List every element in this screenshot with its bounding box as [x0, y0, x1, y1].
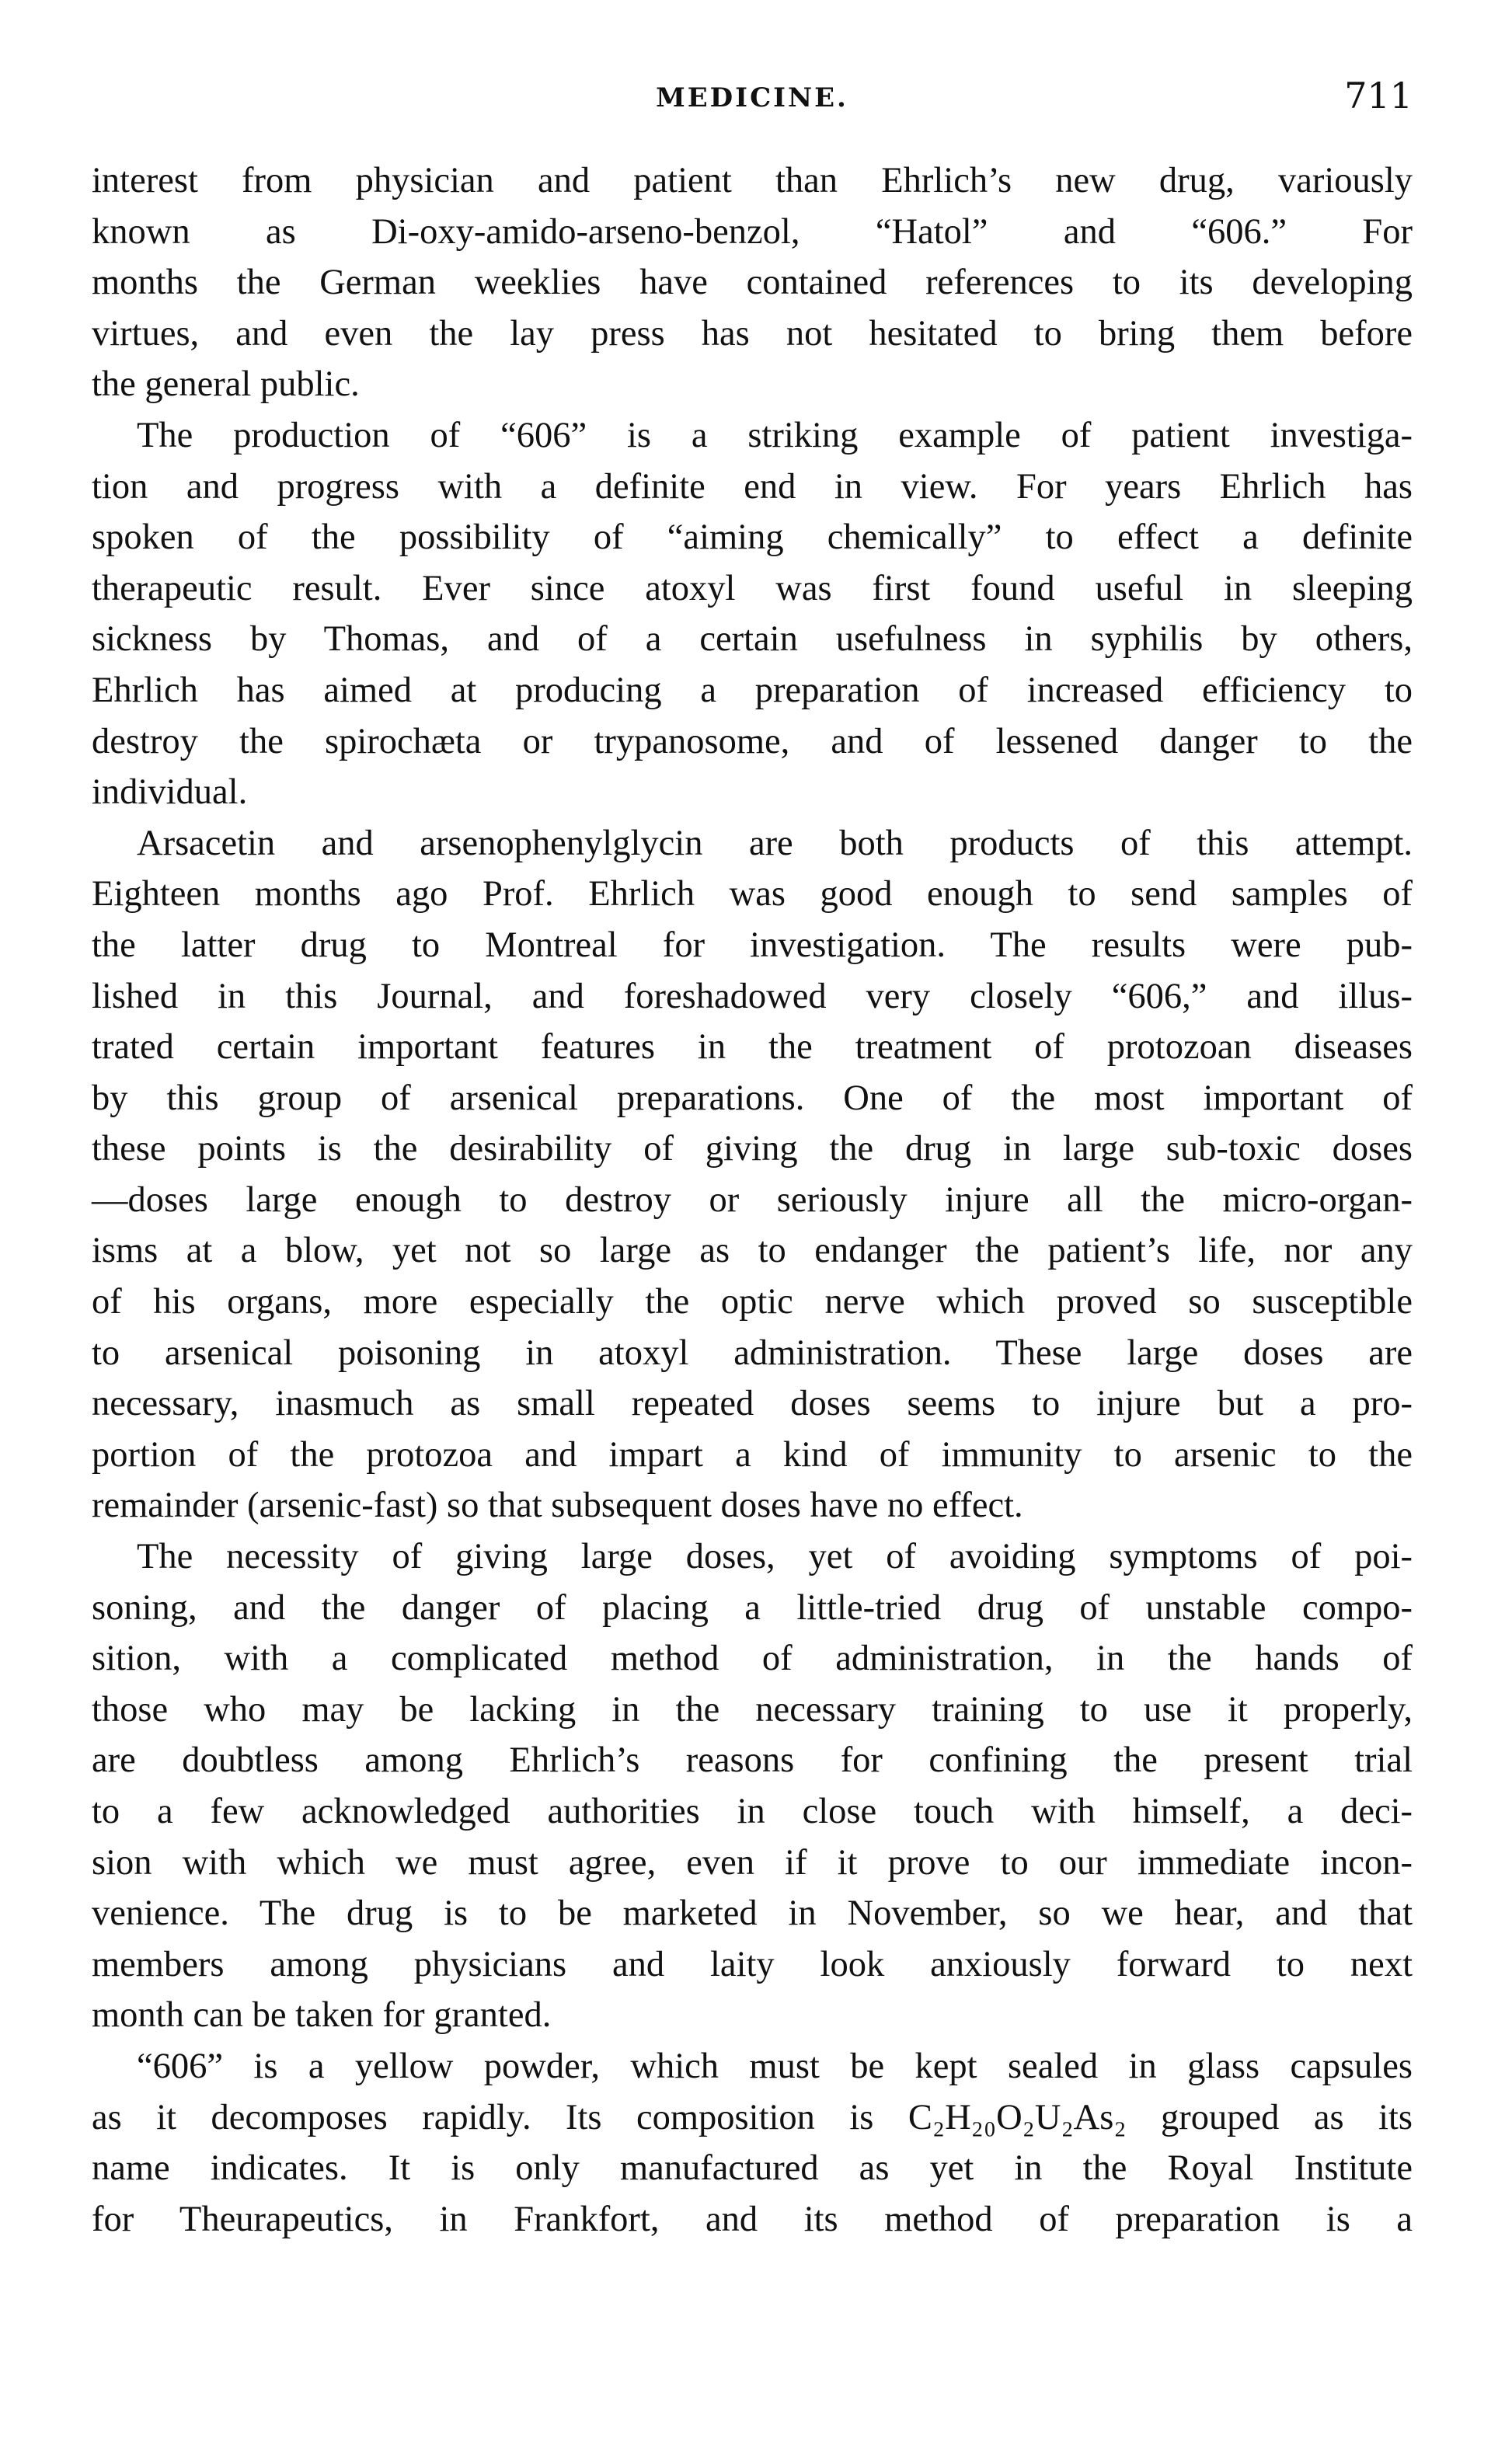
- text-line: lished in this Journal, and foreshadowed very closely “606,” and illus-: [92, 976, 1413, 1016]
- text-line: known as Di-oxy-amido-arseno-benzol, “Hatol” and “606.” For: [92, 211, 1413, 252]
- text-line: tion and progress with a definite end in view. For years Ehrlich has: [92, 466, 1413, 507]
- paragraph-4: [92, 1531, 1413, 2041]
- text-line: sickness by Thomas, and of a certain usefulness in syphilis by others,: [92, 619, 1413, 660]
- text-line: spoken of the possibility of “aiming chemically” to effect a definite: [92, 517, 1413, 558]
- paragraph-1: [92, 155, 1413, 410]
- text-line: the general public.: [92, 364, 360, 405]
- text-line: destroy the spirochæta or trypanosome, and of lessened danger to the: [92, 721, 1413, 761]
- text-line: Arsacetin and arsenophenylglycin are both products of this attempt.: [137, 823, 1413, 863]
- paragraph-5: [92, 2041, 1413, 2245]
- text-line: The necessity of giving large doses, yet of avoiding symptoms of poi-: [137, 1537, 1413, 1577]
- text-line: soning, and the danger of placing a little-tried drug of unstable compo-: [92, 1587, 1413, 1628]
- text-line: the latter drug to Montreal for investigation. The results were pub-: [92, 925, 1413, 965]
- text-line: members among physicians and laity look anxiously forward to next: [92, 1944, 1413, 1984]
- text-line: “606” is a yellow powder, which must be kept sealed in glass capsules: [137, 2046, 1413, 2086]
- text-line: for Theurapeutics, in Frankfort, and its method of preparation is a: [92, 2199, 1413, 2239]
- text-line: months the German weeklies have contained references to its developing: [92, 263, 1413, 303]
- text-line: isms at a blow, yet not so large as to endanger the patient’s life, nor any: [92, 1231, 1413, 1271]
- text-line: remainder (arsenic-fast) so that subsequent doses have no effect.: [92, 1486, 1023, 1526]
- page-number: 711: [1344, 75, 1413, 117]
- paragraph-3: [92, 818, 1413, 1531]
- text-line: those who may be lacking in the necessary training to use it properly,: [92, 1689, 1413, 1730]
- text-line: to a few acknowledged authorities in close touch with himself, a deci-: [92, 1792, 1413, 1831]
- paragraph-2: [92, 410, 1413, 818]
- text-line: interest from physician and patient than Ehrlich’s new drug, variously: [92, 161, 1413, 200]
- text-line: by this group of arsenical preparations. One of the most important of: [92, 1078, 1413, 1118]
- text-line: sition, with a complicated method of administration, in the hands of: [92, 1639, 1413, 1679]
- running-head: [92, 75, 1413, 129]
- text-line: of his organs, more especially the optic nerve which proved so susceptible: [92, 1282, 1413, 1322]
- text-line: Eighteen months ago Prof. Ehrlich was good enough to send samples of: [92, 874, 1413, 914]
- text-line: —doses large enough to destroy or seriously injure all the micro-organ-: [92, 1179, 1413, 1220]
- text-line: as it decomposes rapidly. Its composition is C₂H₂₀O₂U₂As₂ grouped as its: [92, 2097, 1413, 2137]
- text-line: are doubtless among Ehrlich’s reasons for confining the present trial: [92, 1740, 1413, 1781]
- text-line: to arsenical poisoning in atoxyl administration. These large doses are: [92, 1333, 1413, 1373]
- text-line: month can be taken for granted.: [92, 1995, 552, 2036]
- text-line: individual.: [92, 772, 248, 813]
- section-title: MEDICINE.: [656, 82, 848, 113]
- text-line: name indicates. It is only manufactured as yet in the Royal Institute: [92, 2148, 1413, 2189]
- text-line: sion with which we must agree, even if it prove to our immediate incon-: [92, 1842, 1413, 1883]
- text-line: therapeutic result. Ever since atoxyl was first found useful in sleeping: [92, 568, 1413, 608]
- text-line: virtues, and even the lay press has not hesitated to bring them before: [92, 313, 1413, 354]
- text-line: portion of the protozoa and impart a kind of immunity to arsenic to the: [92, 1434, 1413, 1475]
- text-line: venience. The drug is to be marketed in November, so we hear, and that: [92, 1893, 1413, 1934]
- text-line: these points is the desirability of giving the drug in large sub-toxic doses: [92, 1129, 1413, 1169]
- text-line: necessary, inasmuch as small repeated doses seems to injure but a pro-: [92, 1384, 1413, 1424]
- text-line: trated certain important features in the treatment of protozoan diseases: [92, 1027, 1413, 1068]
- text-line: The production of “606” is a striking example of patient investiga-: [137, 415, 1413, 455]
- article-body: [92, 155, 1413, 2245]
- text-line: Ehrlich has aimed at producing a preparation of increased efficiency to: [92, 670, 1413, 710]
